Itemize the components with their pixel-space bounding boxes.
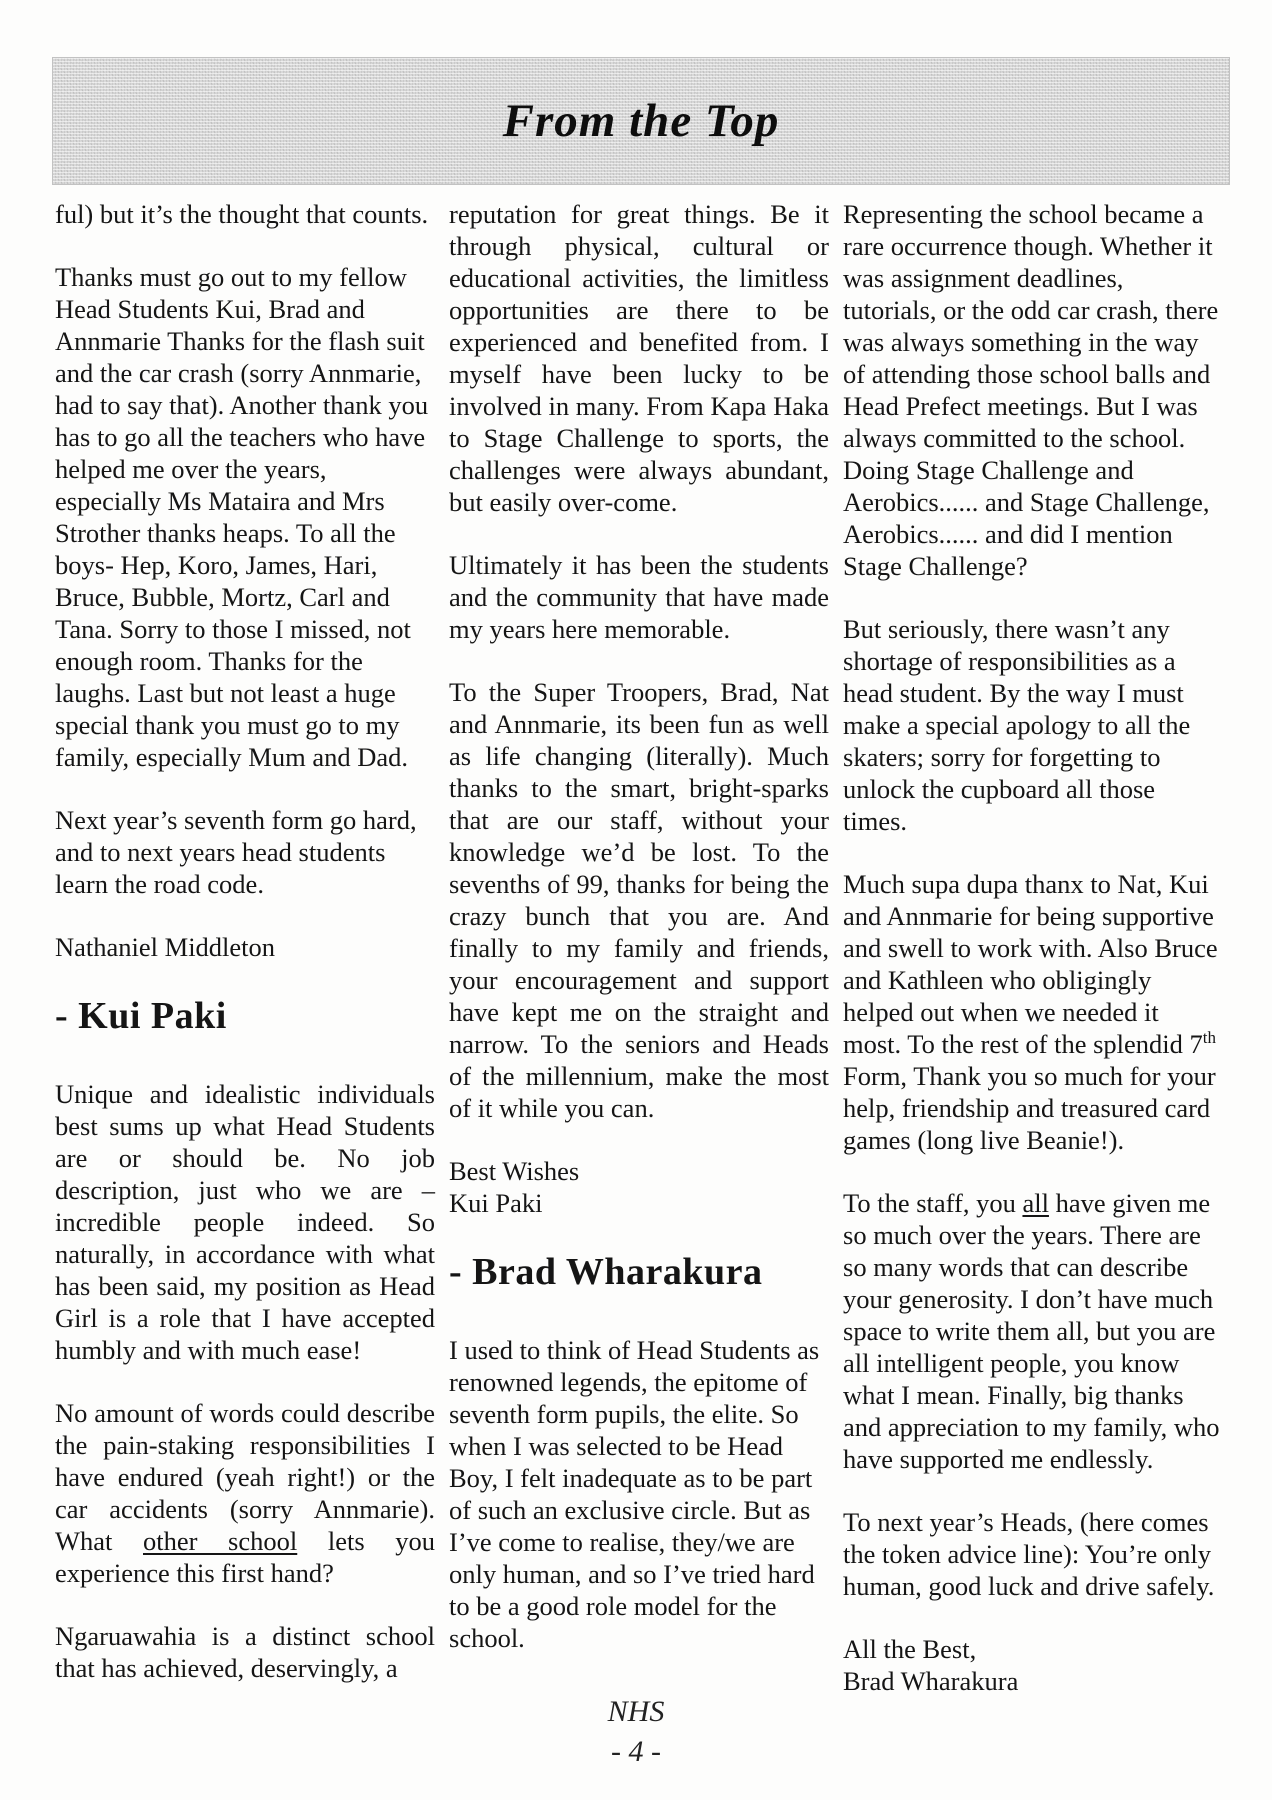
heading-brad-wharakura: - Brad Wharakura xyxy=(449,1251,763,1293)
paragraph-text: No amount of words could describe the pain-staking responsibilities I have endured (yeah right!) or the car accidents (sorry Annmarie). What xyxy=(55,1398,435,1556)
content-columns xyxy=(55,198,1223,1728)
paragraph-text: Form, Thank you so much for your help, friendship and treasured card games (long live Beanie!). xyxy=(843,1061,1216,1155)
para-brad-intro: I used to think of Head Students as renowned legends, the epitome of seventh form pupils, the elite. So when I was selected to be Head Boy, I felt inadequate as to be part of such an exclusive circle. But as I’ve come to realise, they/we are only human, and so I’ve tried hard to be a good role model for the school. xyxy=(449,1335,820,1653)
signature-kui-paki xyxy=(449,1155,829,1219)
superscript-th: th xyxy=(1202,1028,1217,1048)
para-brad-supa-dupa xyxy=(843,868,1223,1156)
para-nathaniel-advice: Next year’s seventh form go hard, and to next years head students learn the road code. xyxy=(55,805,417,899)
heading-kui-paki: - Kui Paki xyxy=(55,995,227,1037)
signature-line: Best Wishes xyxy=(449,1156,580,1186)
para-continued-from-previous: ful) but it’s the thought that counts. xyxy=(55,199,429,229)
para-nathaniel-thanks: Thanks must go out to my fellow Head Students Kui, Brad and Annmarie Thanks for the flash suit and the car crash (sorry Annmarie, had to say that). Another thank you has to go all the teachers who have helped me over the years, especially Ms Mataira and Mrs Strother thanks heaps. To all the boys- Hep, Koro, James, Hari, Bruce, Bubble, Mortz, Carl and Tana. Sorry to those I missed, not enough room. Thanks for the laughs. Last but not least a huge special thank you must go to my family, especially Mum and Dad. xyxy=(55,262,429,772)
paragraph-text: Much supa dupa thanx to Nat, Kui and Annmarie for being supportive and swell to work with. Also Bruce and Kathleen who obligingly helped out when we needed it most. To the rest of the splendid 7 xyxy=(843,869,1218,1059)
para-kui-ngaruawahia: Ngaruawahia is a distinct school that has achieved, deservingly, a xyxy=(55,1621,435,1683)
signature-line: Kui Paki xyxy=(449,1188,543,1218)
signature-line: All the Best, xyxy=(843,1634,977,1664)
footer-publication-name: NHS xyxy=(607,1695,665,1728)
paragraph-text: To the staff, you xyxy=(843,1188,1023,1218)
underlined-text-all: all xyxy=(1022,1188,1049,1218)
signature-brad-wharakura xyxy=(843,1633,1223,1697)
column-2 xyxy=(449,198,829,1728)
para-brad-next-years-heads: To next year’s Heads, (here comes the token advice line): You’re only human, good luck and drive safely. xyxy=(843,1507,1215,1601)
para-kui-super-troopers: To the Super Troopers, Brad, Nat and Annmarie, its been fun as well as life changing (literally). Much thanks to the smart, bright-sparks that are our staff, without your knowledge we’d be lost. To the sevenths of 99, thanks for being the crazy bunch that you are. And finally to my family and friends, your encouragement and support have kept me on the straight and narrow. To the seniors and Heads of the millennium, make the most of it while you can. xyxy=(449,677,829,1123)
para-brad-staff xyxy=(843,1187,1223,1475)
page-footer xyxy=(0,1692,1272,1772)
signature-line: Nathaniel Middleton xyxy=(55,932,276,962)
para-kui-reputation: reputation for great things. Be it through physical, cultural or educational activities, the limitless opportunities are there to be experienced and benefited from. I myself have been lucky to be involved in many. From Kapa Haka to Stage Challenge to sports, the challenges were always abundant, but easily over-come. xyxy=(449,199,829,517)
para-kui-responsibilities xyxy=(55,1397,435,1589)
header-banner xyxy=(52,57,1230,185)
paragraph-text: have given me so much over the years. There are so many words that can describe your generosity. I don’t have much space to write them all, but you are all intelligent people, you know what I mean. Finally, big thanks and appreciation to my family, who have supported me endlessly. xyxy=(843,1188,1220,1474)
page-title: From the Top xyxy=(502,95,780,147)
para-kui-ultimately: Ultimately it has been the students and the community that have made my years here memorable. xyxy=(449,550,829,644)
para-kui-intro: Unique and idealistic individuals best sums up what Head Students are or should be. No job description, just who we are – incredible people indeed. So naturally, in accordance with what has been said, my position as Head Girl is a role that I have accepted humbly and with much ease! xyxy=(55,1079,435,1365)
para-brad-representing: Representing the school became a rare occurrence though. Whether it was assignment deadlines, tutorials, or the odd car crash, there was always something in the way of attending those school balls and Head Prefect meetings. But I was always committed to the school. Doing Stage Challenge and Aerobics...... and Stage Challenge, Aerobics...... and did I mention Stage Challenge? xyxy=(843,199,1219,581)
paragraph-text: lets you experience this first hand? xyxy=(55,1526,436,1588)
column-1 xyxy=(55,198,435,1728)
page-number: - 4 - xyxy=(611,1735,661,1768)
signature-line: Brad Wharakura xyxy=(843,1666,1019,1696)
para-brad-seriously: But seriously, there wasn’t any shortage of responsibilities as a head student. By the way I must make a special apology to all the skaters; sorry for forgetting to unlock the cupboard all those times. xyxy=(843,614,1191,836)
underlined-text-other-school: other school xyxy=(143,1526,298,1556)
signature-nathaniel-middleton xyxy=(55,931,435,963)
column-3 xyxy=(843,198,1223,1728)
